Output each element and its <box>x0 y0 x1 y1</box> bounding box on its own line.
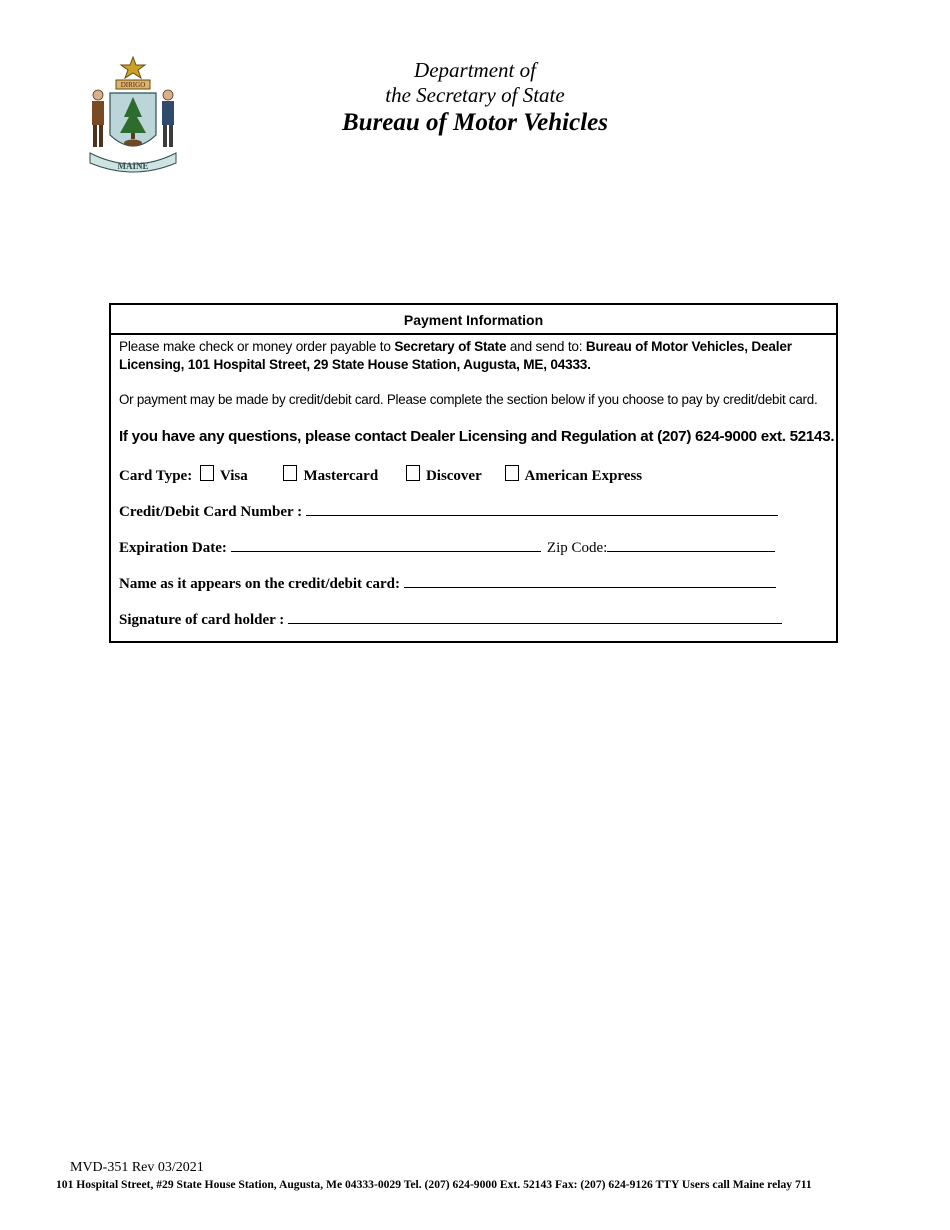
discover-checkbox[interactable] <box>406 465 420 481</box>
card-option-mastercard[interactable]: Mastercard <box>283 465 378 486</box>
expiration-field[interactable] <box>231 537 541 552</box>
svg-text:DIRIGO: DIRIGO <box>120 81 146 89</box>
card-type-label: Card Type: <box>119 468 193 484</box>
card-type-row <box>119 465 642 486</box>
card-number-field[interactable] <box>306 501 778 516</box>
mailing-address: Bureau of Motor Vehicles, Dealer Licensing, 101 Hospital Street, 29 State House Station, Augusta, ME, 04333. <box>119 339 792 372</box>
payee-name: Secretary of State <box>394 339 507 354</box>
payment-title: Payment Information <box>111 305 836 335</box>
cardholder-name-label: Name as it appears on the credit/debit card: <box>119 576 400 592</box>
cardholder-name-row <box>119 573 776 594</box>
maine-state-seal-icon <box>82 55 184 180</box>
payment-information-box <box>109 303 838 643</box>
signature-row <box>119 609 782 630</box>
card-number-row <box>119 501 778 522</box>
header-secretary: the Secretary of State <box>385 83 565 107</box>
expiration-label: Expiration Date: <box>119 540 227 556</box>
contact-note: If you have any questions, please contact Dealer Licensing and Regulation at (207) 624-9000 ext. 52143. <box>119 428 835 445</box>
payment-instructions: Please make check or money order payable to Secretary of State and send to: Bureau of Motor Vehicles, Dealer Licensing, 101 Hospital Street, 29 State House Station, Augusta, ME, 04333. <box>119 339 792 372</box>
signature-field[interactable] <box>288 609 782 624</box>
zip-field[interactable] <box>607 537 775 552</box>
header-bureau: Bureau of Motor Vehicles <box>341 109 608 136</box>
svg-text:MAINE: MAINE <box>117 161 149 171</box>
card-option-discover[interactable]: Discover <box>406 465 482 486</box>
signature-label: Signature of card holder : <box>119 612 285 628</box>
footer-address: 101 Hospital Street, #29 State House Station, Augusta, Me 04333-0029 Tel. (207) 624-9000 Ext. 52143 Fax: (207) 624-9126 TTY Users call Maine relay 711 <box>56 1178 812 1191</box>
card-option-amex[interactable]: American Express <box>505 465 643 486</box>
mastercard-checkbox[interactable] <box>283 465 297 481</box>
agency-header <box>280 58 670 138</box>
card-number-label: Credit/Debit Card Number : <box>119 504 303 520</box>
card-option-visa[interactable]: Visa <box>200 465 248 486</box>
visa-checkbox[interactable] <box>200 465 214 481</box>
card-payment-note: Or payment may be made by credit/debit card. Please complete the section below if you choose to pay by credit/debit card. <box>119 392 818 407</box>
expiration-row <box>119 537 775 558</box>
form-code: MVD-351 Rev 03/2021 <box>70 1160 204 1175</box>
amex-checkbox[interactable] <box>505 465 519 481</box>
zip-label: Zip Code: <box>546 540 608 556</box>
cardholder-name-field[interactable] <box>404 573 776 588</box>
header-department: Department of <box>414 58 536 82</box>
